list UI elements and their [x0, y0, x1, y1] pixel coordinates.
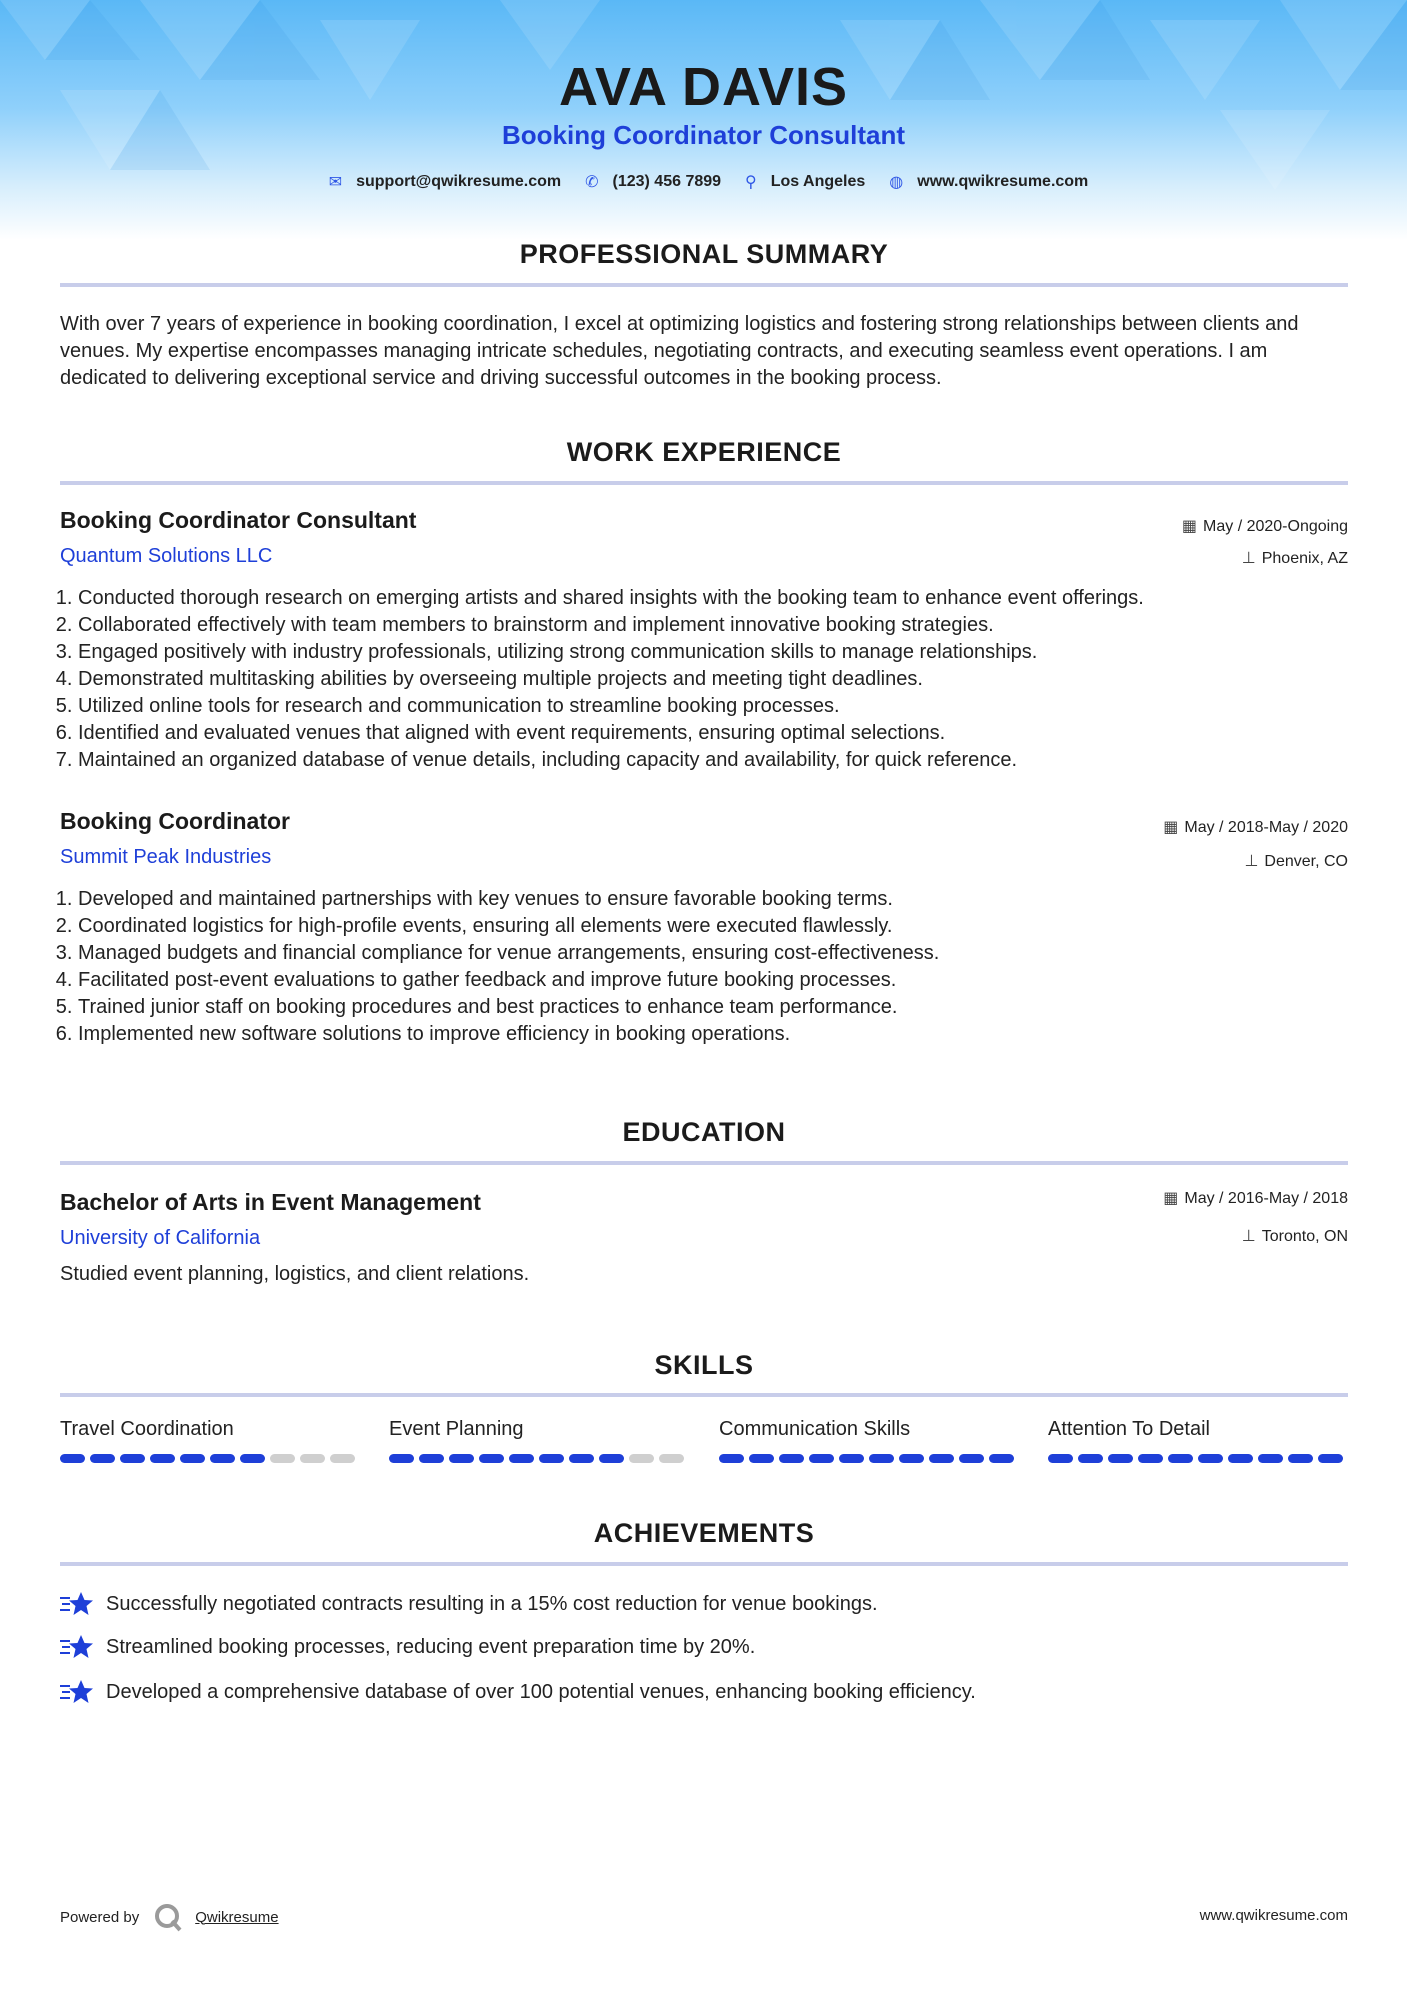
calendar-icon: ▦ [1181, 518, 1198, 535]
education-divider [60, 1161, 1348, 1165]
pin-icon: ⊥ [1241, 1228, 1256, 1245]
skill-level-segment [839, 1454, 864, 1463]
degree-title: Bachelor of Arts in Event Management [60, 1189, 481, 1215]
pin-icon: ⊥ [1244, 853, 1259, 870]
star-icon [60, 1590, 94, 1618]
skill-level-segment [509, 1454, 534, 1463]
skill-level-segment [569, 1454, 594, 1463]
skill-level-segment [240, 1454, 265, 1463]
skill-item [719, 1418, 1019, 1463]
skill-level-segment [90, 1454, 115, 1463]
skill-item [60, 1418, 360, 1463]
job-dates: ▦ May / 2020-Ongoing [1181, 518, 1348, 535]
education-heading: EDUCATION [622, 1117, 786, 1147]
skill-level-bar [719, 1454, 1019, 1463]
skill-level-segment [419, 1454, 444, 1463]
contact-email[interactable]: support@qwikresume.com [356, 173, 562, 190]
contact-location: Los Angeles [770, 173, 866, 190]
pin-icon: ⊥ [1241, 550, 1256, 567]
skill-level-segment [1078, 1454, 1103, 1463]
footer-website[interactable]: www.qwikresume.com [1199, 1907, 1348, 1924]
list-item: 3. Engaged positively with industry professionals, utilizing strong communication skills to manage relationships. [78, 639, 1378, 666]
skill-level-bar [60, 1454, 360, 1463]
skill-name: Attention To Detail [1048, 1418, 1210, 1440]
envelope-icon: ✉ [328, 174, 343, 191]
skills-heading: SKILLS [654, 1350, 754, 1380]
skill-level-segment [1108, 1454, 1133, 1463]
list-item: 2. Coordinated logistics for high-profile events, ensuring all elements were executed flawlessly. [78, 913, 1378, 940]
skill-level-segment [150, 1454, 175, 1463]
list-item: 4. Facilitated post-event evaluations to gather feedback and improve future booking processes. [78, 967, 1378, 994]
skill-level-bar [1048, 1454, 1348, 1463]
candidate-role: Booking Coordinator Consultant [502, 120, 905, 150]
skill-item [389, 1418, 689, 1463]
summary-text: With over 7 years of experience in booking coordination, I excel at optimizing logistics and fostering strong relationships between clients and venues. My expertise encompasses managing intricate schedules, negotiating contracts, and executing seamless event operations. I am dedicated to delivering exceptional service and driving successful outcomes in the booking process. [60, 313, 1299, 389]
list-item: 3. Managed budgets and financial compliance for venue arrangements, ensuring cost-effectiveness. [78, 940, 1378, 967]
skill-level-bar [389, 1454, 689, 1463]
list-item: 1. Developed and maintained partnerships with key venues to ensure favorable booking terms. [78, 886, 1378, 913]
skill-level-segment [659, 1454, 684, 1463]
skill-level-segment [899, 1454, 924, 1463]
job-bullets [40, 886, 1378, 1048]
list-item: 1. Conducted thorough research on emerging artists and shared insights with the booking team to enhance event offerings. [78, 585, 1378, 612]
list-item: 6. Implemented new software solutions to improve efficiency in booking operations. [78, 1021, 1378, 1048]
list-item: 5. Utilized online tools for research and communication to streamline booking processes. [78, 693, 1378, 720]
phone-icon: ✆ [585, 174, 599, 191]
job-dates: ▦ May / 2018-May / 2020 [1163, 819, 1348, 836]
skill-level-segment [300, 1454, 325, 1463]
skill-level-segment [869, 1454, 894, 1463]
skill-level-segment [539, 1454, 564, 1463]
skill-level-segment [779, 1454, 804, 1463]
education-location: ⊥ Toronto, ON [1241, 1228, 1348, 1245]
skill-level-segment [389, 1454, 414, 1463]
skill-level-segment [270, 1454, 295, 1463]
globe-icon: ◍ [889, 174, 904, 191]
summary-heading: PROFESSIONAL SUMMARY [519, 239, 889, 269]
skill-level-segment [479, 1454, 504, 1463]
skill-level-segment [1048, 1454, 1073, 1463]
skill-level-segment [330, 1454, 355, 1463]
contact-phone[interactable]: (123) 456 7899 [612, 173, 722, 190]
skill-level-segment [1168, 1454, 1193, 1463]
skill-level-segment [809, 1454, 834, 1463]
list-item: 2. Collaborated effectively with team members to brainstorm and implement innovative booking strategies. [78, 612, 1378, 639]
achievement-item: Successfully negotiated contracts resulting in a 15% cost reduction for venue bookings. [60, 1590, 878, 1618]
achievement-item: Developed a comprehensive database of over 100 potential venues, enhancing booking efficiency. [60, 1678, 976, 1706]
skill-level-segment [60, 1454, 85, 1463]
skill-name: Event Planning [389, 1418, 524, 1440]
job-location: ⊥ Phoenix, AZ [1241, 550, 1348, 567]
skill-name: Communication Skills [719, 1418, 911, 1440]
achievements-divider [60, 1562, 1348, 1566]
experience-heading: WORK EXPERIENCE [566, 437, 842, 467]
skill-level-segment [1318, 1454, 1343, 1463]
candidate-name: AVA DAVIS [558, 57, 849, 117]
skill-level-segment [1198, 1454, 1223, 1463]
list-item: 7. Maintained an organized database of venue details, including capacity and availability, for quick reference. [78, 747, 1378, 774]
list-item: 6. Identified and evaluated venues that aligned with event requirements, ensuring optimal selections. [78, 720, 1378, 747]
contact-bar [0, 172, 1407, 192]
job-title: Booking Coordinator [60, 808, 290, 834]
summary-divider [60, 283, 1348, 287]
list-item: 5. Trained junior staff on booking procedures and best practices to enhance team performance. [78, 994, 1378, 1021]
skill-level-segment [989, 1454, 1014, 1463]
job-bullets [40, 585, 1378, 774]
list-item: 4. Demonstrated multitasking abilities by overseeing multiple projects and meeting tight deadlines. [78, 666, 1378, 693]
skill-level-segment [180, 1454, 205, 1463]
skill-level-segment [449, 1454, 474, 1463]
job-title: Booking Coordinator Consultant [60, 507, 417, 533]
skill-level-segment [1138, 1454, 1163, 1463]
powered-by-label: Powered by [60, 1908, 140, 1926]
achievement-item: Streamlined booking processes, reducing event preparation time by 20%. [60, 1633, 755, 1661]
qwikresume-logo-icon [153, 1902, 183, 1932]
skill-level-segment [120, 1454, 145, 1463]
skills-divider [60, 1393, 1348, 1397]
school-name: University of California [60, 1227, 261, 1249]
calendar-icon: ▦ [1163, 819, 1179, 836]
skill-level-segment [959, 1454, 984, 1463]
skill-level-segment [629, 1454, 654, 1463]
education-dates: ▦ May / 2016-May / 2018 [1163, 1190, 1348, 1207]
brand-link[interactable]: Qwikresume [195, 1908, 279, 1926]
skill-name: Travel Coordination [60, 1418, 234, 1440]
star-icon [60, 1678, 94, 1706]
job-location: ⊥ Denver, CO [1244, 853, 1348, 870]
experience-divider [60, 481, 1348, 485]
skill-level-segment [1228, 1454, 1253, 1463]
skill-level-segment [1288, 1454, 1313, 1463]
skill-level-segment [1258, 1454, 1283, 1463]
job-company: Summit Peak Industries [60, 846, 272, 868]
skill-item [1048, 1418, 1348, 1463]
education-description: Studied event planning, logistics, and client relations. [60, 1263, 530, 1285]
achievements-heading: ACHIEVEMENTS [593, 1518, 815, 1548]
contact-website[interactable]: www.qwikresume.com [917, 173, 1089, 190]
skill-level-segment [929, 1454, 954, 1463]
map-pin-icon: ⚲ [745, 174, 757, 191]
calendar-icon: ▦ [1163, 1190, 1179, 1207]
job-company: Quantum Solutions LLC [60, 545, 273, 567]
skill-level-segment [599, 1454, 624, 1463]
skill-level-segment [749, 1454, 774, 1463]
star-icon [60, 1633, 94, 1661]
skill-level-segment [719, 1454, 744, 1463]
footer-powered-by [60, 1902, 279, 1932]
skill-level-segment [210, 1454, 235, 1463]
